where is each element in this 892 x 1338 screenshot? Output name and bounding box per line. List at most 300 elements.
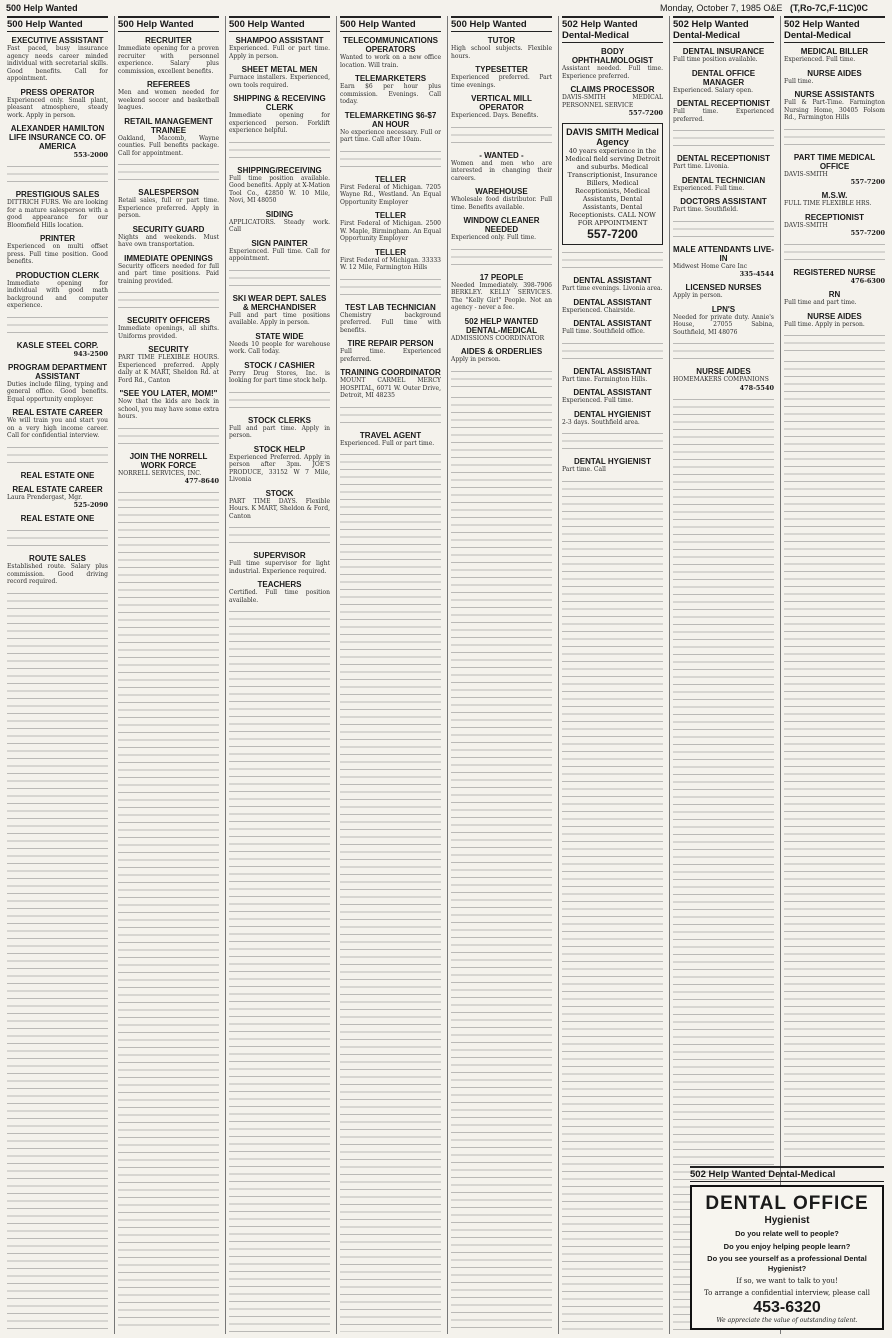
ad-body: Certified. Full time position available. <box>229 589 330 604</box>
classified-ad <box>7 363 108 404</box>
classified-ad <box>7 234 108 266</box>
ad-heading: WINDOW CLEANER NEEDED <box>463 216 540 234</box>
classified-ad <box>784 90 885 122</box>
ad-heading: DENTAL ASSISTANT <box>573 297 652 307</box>
ad-phone: 557-7200 <box>850 178 885 186</box>
dental-section-header: 502 Help Wanted Dental-Medical <box>690 1166 884 1184</box>
fine-print <box>7 445 108 467</box>
ad-heading: TELLER <box>374 174 407 184</box>
masthead-code: (T,Ro-7C,F-11C)0C <box>790 3 869 13</box>
ad-heading: DENTAL OFFICE MANAGER <box>691 68 756 87</box>
classified-ad <box>7 485 108 510</box>
ad-body: Experienced only. Full time. <box>451 234 537 241</box>
classified-ad <box>451 65 552 89</box>
classified-ad <box>340 36 441 69</box>
dental-office-question-3: Do you see yourself as a professional Dental Hygienist? <box>707 1254 867 1273</box>
ad-body: Full time. Experienced preferred. <box>340 348 441 363</box>
ad-phone: 557-7200 <box>628 109 663 117</box>
ad-body: Duties include filing, typing and general office. Good benefits. Equal opportunity employer. <box>7 380 108 403</box>
ad-body: Immediate opening for a proven recruiter with personnel experience. Salary plus commission, excellent benefits. <box>118 45 219 75</box>
ad-heading: PRINTER <box>39 234 76 243</box>
fine-print <box>229 609 330 1332</box>
classified-ad <box>562 367 663 384</box>
fine-print <box>562 431 663 453</box>
classified-ad <box>451 94 552 120</box>
ad-heading: RECRUITER <box>145 36 192 45</box>
ad-heading: TUTOR <box>487 36 516 45</box>
dental-office-arrange: To arrange a confidential interview, please call <box>703 1289 871 1297</box>
ad-body: Apply in person. <box>673 292 723 299</box>
fine-print <box>340 277 441 299</box>
ad-body: DAVIS-SMITH <box>784 221 828 229</box>
classified-ad <box>562 85 663 117</box>
fine-print <box>118 426 219 448</box>
fine-print <box>340 452 441 1332</box>
ad-heading: NURSE AIDES <box>807 68 862 78</box>
ad-body: Wholesale food distributor. Full time. Benefits available. <box>451 196 552 211</box>
classified-ad <box>229 210 330 234</box>
ad-heading: M.S.W. <box>821 191 848 200</box>
fine-print <box>451 247 552 269</box>
classified-ad <box>229 239 330 263</box>
ad-body: Experienced only. Small plant, pleasant atmosphere, steady work. Apply in person. <box>7 96 108 119</box>
classified-ad <box>340 303 441 335</box>
ad-heading: MEDICAL BILLER <box>800 47 869 56</box>
ad-heading: AIDES & ORDERLIES <box>460 347 543 356</box>
fine-print <box>340 149 441 171</box>
ad-heading: 502 HELP WANTED DENTAL-MEDICAL <box>464 316 539 335</box>
classified-ad <box>7 190 108 229</box>
classified-ad <box>673 99 774 123</box>
section-header: 500 Help Wanted <box>340 16 441 32</box>
ad-body: Full time position available. Good benefits. Apply at X-Mation Tool Co., 42850 W. 10 Mile, Novi, MI 48050 <box>229 174 330 204</box>
ad-heading: DOCTORS ASSISTANT <box>680 197 767 206</box>
classified-ad <box>118 254 219 286</box>
ad-body: PART TIME FLEXIBLE HOURS. Experienced preferred. Apply daily at K MART, Sheldon Rd. at Ford Rd., Canton <box>118 354 219 384</box>
ad-heading: PROGRAM DEPARTMENT ASSISTANT <box>8 362 107 381</box>
ad-body: Experienced. Full time. <box>673 184 745 192</box>
classified-ad <box>118 316 219 340</box>
classified-ad <box>673 176 774 193</box>
ad-heading: SALESPERSON <box>138 188 199 197</box>
classified-ad <box>340 368 441 400</box>
ad-heading: BODY OPHTHALMOLOGIST <box>571 47 654 65</box>
fine-print <box>562 479 663 1333</box>
classified-ad <box>562 298 663 315</box>
ad-heading: LPN'S <box>711 304 736 314</box>
fine-print <box>118 290 219 312</box>
ad-heading: STOCK CLERKS <box>248 415 311 425</box>
ad-body: Perry Drug Stores, Inc. is looking for part time stock help. <box>229 369 330 384</box>
classified-ad <box>673 197 774 214</box>
ad-heading: RN <box>828 290 841 299</box>
ad-body: First Federal of Michigan. 7205 Wayne Rd., Westland. An Equal Opportunity Employer <box>340 183 441 206</box>
ad-body: Immediate opening for individual with good math background and computer experience. <box>7 279 108 309</box>
classified-ad <box>229 551 330 575</box>
ad-heading: NURSE AIDES <box>807 311 862 321</box>
ad-heading: ROUTE SALES <box>29 554 86 563</box>
ad-phone: 553-2000 <box>73 151 108 159</box>
classified-ad <box>229 94 330 135</box>
ad-body: Full time and part time. <box>784 299 857 306</box>
classified-ad <box>562 457 663 474</box>
ad-heading: KASLE STEEL CORP. <box>16 340 99 350</box>
fine-print <box>118 490 219 1332</box>
ad-heading: WAREHOUSE <box>475 187 528 196</box>
section-header: 502 Help Wanted Dental-Medical <box>673 16 774 43</box>
ad-heading: REFEREES <box>146 80 191 89</box>
ad-body: Experienced Preferred. Apply in person after 3pm. JOE'S PRODUCE, 33152 W 7 Mile, Livonia <box>229 453 330 483</box>
ad-phone: 525-2090 <box>73 501 108 509</box>
ad-heading: NURSE ASSISTANTS <box>794 90 875 99</box>
ad-body: Experienced. Chairside. <box>562 306 636 314</box>
dental-office-phone: 453-6320 <box>753 1299 821 1316</box>
ad-body: ADMISSIONS COORDINATOR <box>451 334 545 342</box>
ad-phone: 477-8640 <box>184 477 219 485</box>
classified-ad <box>340 111 441 144</box>
ad-heading: DENTAL HYGIENIST <box>573 457 652 466</box>
ad-body: Immediate opening for experienced person. Forklift experience helpful. <box>229 112 330 134</box>
ad-body: Full time supervisor for light industrial. Experience required. <box>229 560 330 575</box>
ad-heading: STOCK / CASHIER <box>244 360 315 370</box>
fine-print <box>784 242 885 264</box>
section-header: 500 Help Wanted <box>7 16 108 32</box>
ad-heading: TEACHERS <box>257 580 302 589</box>
classified-column <box>225 16 333 1334</box>
fine-print <box>7 528 108 550</box>
ad-body: We will train you and start you on a very high income career. Call for confidential interview. <box>7 417 108 439</box>
classified-ad <box>673 245 774 279</box>
classified-ad <box>118 80 219 112</box>
classified-ad <box>118 345 219 384</box>
classified-ad <box>7 408 108 440</box>
classified-ad <box>451 347 552 364</box>
classified-ad <box>340 74 441 106</box>
ad-body: Part time. Southfield. <box>673 206 738 213</box>
dental-office-subtitle: Hygienist <box>764 1215 810 1226</box>
ad-heading: TEST LAB TECHNICIAN <box>345 302 436 312</box>
fine-print <box>229 268 330 290</box>
dental-office-footer: We appreciate the value of outstanding talent. <box>716 1317 858 1324</box>
dental-office-invite: If so, we want to talk to you! <box>736 1277 838 1285</box>
classifieds-page <box>4 16 888 1334</box>
ad-body: Needs 10 people for warehouse work. Call today. <box>229 340 330 355</box>
ad-body: Needed for private duty. Annie's House, 27055 Sabina, Southfield, MI 48076 <box>673 313 774 336</box>
classified-ad <box>784 191 885 208</box>
fine-print <box>562 341 663 363</box>
classified-ad <box>118 389 219 421</box>
classified-ad <box>229 580 330 604</box>
classified-ad <box>229 65 330 89</box>
ad-body: Full time position available. <box>673 56 758 63</box>
classified-ad <box>118 225 219 249</box>
classified-ad <box>340 339 441 363</box>
ad-body: HOMEMAKERS COMPANIONS <box>673 376 769 383</box>
dental-office-question-1: Do you relate well to people? <box>735 1229 839 1238</box>
classified-ad <box>451 151 552 183</box>
ad-heading: RETAIL MANAGEMENT TRAINEE <box>124 116 213 135</box>
ad-heading: REAL ESTATE ONE <box>20 514 95 523</box>
classified-ad <box>229 294 330 327</box>
ad-heading: EXECUTIVE ASSISTANT <box>11 36 104 45</box>
ad-heading: PRESS OPERATOR <box>20 87 95 97</box>
section-header: 502 Help Wanted Dental-Medical <box>784 16 885 43</box>
classified-ad <box>7 88 108 120</box>
ad-body: DAVIS-SMITH <box>784 170 828 178</box>
classified-ad <box>7 271 108 310</box>
ad-heading: DENTAL ASSISTANT <box>573 388 652 397</box>
fine-print <box>340 405 441 427</box>
ad-heading: DENTAL RECEPTIONIST <box>676 99 771 108</box>
fine-print <box>451 125 552 147</box>
classified-ad <box>229 445 330 484</box>
classified-column <box>669 16 777 1334</box>
ad-heading: DENTAL RECEPTIONIST <box>676 154 771 163</box>
ad-heading: TELEMARKETING $6-$7 AN HOUR <box>344 110 437 129</box>
ad-body: Security officers needed for full and part time positions. Paid training provided. <box>118 262 219 285</box>
ad-body: Wanted to work on a new office location. Will train. <box>340 54 441 69</box>
ad-heading: NURSE AIDES <box>696 367 751 376</box>
ad-body: First Federal of Michigan. 33333 W. 12 Mile, Farmington Hills <box>340 256 441 271</box>
classified-ad <box>562 410 663 427</box>
fine-print <box>784 333 885 355</box>
ad-heading: PART TIME MEDICAL OFFICE <box>793 152 876 171</box>
ad-phone: 943-2500 <box>73 349 108 358</box>
ad-heading: TELECOMMUNICATIONS OPERATORS <box>343 36 438 54</box>
ad-body: Fast paced, busy insurance agency needs career minded individual with secretarial skills. Good benefits. Call for appointment. <box>7 45 108 82</box>
classified-ad <box>562 276 663 293</box>
ad-heading: DAVIS SMITH Medical Agency <box>566 127 659 147</box>
ad-body: Part time evenings. Livonia area. <box>562 285 663 292</box>
ad-body: Now that the kids are back in school, you may have some extra hours. <box>118 398 219 420</box>
classified-ad <box>229 489 330 521</box>
ad-heading: RECEPTIONIST <box>804 212 865 222</box>
ad-body: No experience necessary. Full or part time. Call after 10am. <box>340 128 441 143</box>
classified-column <box>4 16 111 1334</box>
classified-column <box>780 16 888 1334</box>
classified-ad <box>784 47 885 64</box>
classified-ad <box>673 305 774 337</box>
ad-phone: 476-6300 <box>850 277 885 285</box>
section-header: 500 Help Wanted <box>229 16 330 32</box>
ad-body: NORRELL SERVICES, INC. <box>118 469 202 477</box>
ad-heading: SHIPPING & RECEIVING CLERK <box>233 94 326 112</box>
ad-body: DAVIS-SMITH MEDICAL PERSONNEL SERVICE <box>562 94 663 109</box>
fine-print <box>118 162 219 184</box>
classified-ad <box>229 416 330 440</box>
ad-heading: TIRE REPAIR PERSON <box>347 339 434 348</box>
ad-body: Midwest Home Care Inc <box>673 262 748 270</box>
ad-heading: TRAVEL AGENT <box>359 430 422 440</box>
ad-phone: 557-7200 <box>850 229 885 237</box>
classified-ad <box>451 187 552 211</box>
ad-body: High school subjects. Flexible hours. <box>451 45 552 60</box>
ad-heading: SECURITY <box>148 345 189 354</box>
fine-print <box>673 219 774 241</box>
ad-body: Experienced. Full or part time. <box>340 439 435 447</box>
classified-ad <box>340 211 441 243</box>
dental-office-title: DENTAL OFFICE <box>705 1193 869 1214</box>
ad-body: Laura Prendergast, Mgr. <box>7 493 83 501</box>
ad-heading: SIGN PAINTER <box>251 238 308 248</box>
ad-heading: "SEE YOU LATER, MOM!" <box>119 389 218 398</box>
classified-ad <box>7 124 108 159</box>
fine-print <box>451 395 552 1333</box>
ad-heading: TELLER <box>374 211 407 220</box>
fine-print <box>562 250 663 272</box>
fine-print <box>7 315 108 337</box>
ad-body: Experienced on multi offset press. Full time position. Good benefits. <box>7 243 108 265</box>
ad-body: APPLICATORS. Steady work. Call <box>229 218 330 233</box>
ad-heading: SHEET METAL MEN <box>241 65 318 74</box>
classified-ad <box>784 213 885 238</box>
classified-column <box>114 16 222 1334</box>
ad-phone: 335-4544 <box>739 270 774 278</box>
ad-heading: SHAMPOO ASSISTANT <box>235 36 324 45</box>
ad-heading: STOCK <box>265 488 294 498</box>
ad-phone: 557-7200 <box>587 227 638 241</box>
ad-heading: TYPESETTER <box>475 65 528 74</box>
ad-body: Furnace installers. Experienced, own tools required. <box>229 74 330 89</box>
classified-column <box>336 16 444 1334</box>
classified-ad <box>784 268 885 285</box>
ad-heading: JOIN THE NORRELL WORK FORCE <box>129 451 208 470</box>
dental-office-ad <box>690 1185 884 1330</box>
ad-body: First Federal of Michigan. 2500 W. Maple, Birmingham. An Equal Opportunity Employer <box>340 220 441 242</box>
ad-body: Established route. Salary plus commission. Good driving record required. <box>7 563 108 585</box>
classified-ad <box>229 332 330 356</box>
classified-ad <box>118 36 219 75</box>
ad-heading: DENTAL INSURANCE <box>682 47 765 56</box>
classified-ad <box>229 36 330 60</box>
classified-ad <box>451 273 552 312</box>
classified-ad <box>7 514 108 523</box>
ad-body: 40 years experience in the Medical field serving Detroit and suburbs. Medical Transcriptionist, Insurance Billers, Medical Receptionists, Medical Assistants, Dental Assistants, Dental Receptionists. CALL NOW FOR APPOINTMENT <box>565 147 660 227</box>
ad-heading: SUPERVISOR <box>253 551 306 560</box>
fine-print <box>229 140 330 162</box>
classified-ad <box>562 388 663 405</box>
ad-body: Experienced. Full time. <box>784 56 856 63</box>
ad-body: 2-3 days. Southfield area. <box>562 418 640 426</box>
dental-office-question-2: Do you enjoy helping people learn? <box>723 1241 851 1251</box>
ad-body: Immediate openings, all shifts. Uniforms provided. <box>118 325 219 340</box>
ad-heading: DENTAL HYGIENIST <box>573 409 652 419</box>
fine-print <box>7 164 108 186</box>
fine-print <box>229 390 330 412</box>
section-header: 502 Help Wanted Dental-Medical <box>562 16 663 43</box>
ad-heading: SHIPPING/RECEIVING <box>237 165 322 175</box>
ad-heading: SKI WEAR DEPT. SALES & MERCHANDISER <box>232 293 327 312</box>
classified-ad <box>673 283 774 300</box>
classified-ad <box>340 248 441 272</box>
ad-heading: DENTAL ASSISTANT <box>573 366 652 376</box>
classified-ad <box>7 36 108 83</box>
ad-body: Full time. Apply in person. <box>784 320 865 328</box>
ad-heading: DENTAL TECHNICIAN <box>681 175 766 185</box>
classified-ad <box>784 290 885 307</box>
fine-print <box>451 369 552 391</box>
classified-ad <box>7 341 108 358</box>
ad-body: Oakland, Macomb, Wayne counties. Full benefits package. Call for appointment. <box>118 134 219 157</box>
ad-body: Part time. Call <box>562 466 606 473</box>
ad-heading: STOCK HELP <box>253 444 306 454</box>
ad-body: FULL TIME FLEXIBLE HRS. <box>784 200 872 207</box>
fine-print <box>7 591 108 1333</box>
ad-body: Experienced. Salary open. <box>673 86 754 94</box>
ad-heading: TRAINING COORDINATOR <box>340 368 441 377</box>
ad-body: Experienced. Full time. Call for appointment. <box>229 247 330 262</box>
ad-body: Part time. Livonia. <box>673 163 730 170</box>
classified-ad <box>340 431 441 448</box>
classified-ad <box>562 123 663 245</box>
ad-body: DITTRICH FURS. We are looking for a mature salesperson with a good appearance for our Bloomfield Hills location. <box>7 199 108 229</box>
classified-ad <box>562 319 663 336</box>
ad-body: Full time. Experienced preferred. <box>673 108 774 123</box>
ad-body: Full time. <box>784 77 814 85</box>
classified-ad <box>673 69 774 95</box>
ad-heading: MALE ATTENDANTS LIVE-IN <box>673 244 774 263</box>
ad-body: Women and men who are interested in changing their careers. <box>451 159 552 182</box>
classified-ad <box>451 317 552 343</box>
ad-body: Full & Part-Time. Farmington Nursing Home, 30405 Folsom Rd., Farmington Hills <box>784 99 885 121</box>
ad-heading: REAL ESTATE CAREER <box>12 484 103 494</box>
classified-ad <box>673 154 774 171</box>
ad-heading: STATE WIDE <box>255 331 304 341</box>
classified-ad <box>673 47 774 64</box>
ad-heading: VERTICAL MILL OPERATOR <box>471 94 532 112</box>
ad-heading: ALEXANDER HAMILTON LIFE INSURANCE CO. OF AMERICA <box>9 124 106 151</box>
classified-ad <box>229 166 330 205</box>
section-header: 500 Help Wanted <box>118 16 219 32</box>
masthead-date: Monday, October 7, 1985 O&E <box>660 3 783 13</box>
fine-print <box>229 525 330 547</box>
ad-body: PART TIME DAYS. Flexible Hours. K MART, Sheldon & Ford, Canton <box>229 497 330 520</box>
classified-ad <box>7 554 108 586</box>
classified-ad <box>784 312 885 329</box>
classified-ad <box>118 188 219 220</box>
ad-body: Part time. Farmington Hills. <box>562 375 648 383</box>
classified-ad <box>784 153 885 187</box>
ad-heading: DENTAL ASSISTANT <box>573 319 652 328</box>
ad-heading: REAL ESTATE ONE <box>20 470 95 480</box>
ad-body: Experienced. Full or part time. Apply in person. <box>229 45 330 60</box>
ad-heading: DENTAL ASSISTANT <box>573 276 652 285</box>
ad-body: Full and part time positions available. Apply in person. <box>229 311 330 326</box>
ad-body: Chemistry background preferred. Full time with benefits. <box>340 311 441 334</box>
fine-print <box>673 128 774 150</box>
fine-print <box>784 359 885 1160</box>
ad-body: Experienced. Full time. <box>562 397 634 404</box>
classified-ad <box>784 69 885 86</box>
ad-heading: TELEMARKETERS <box>354 74 427 83</box>
classified-ad <box>451 36 552 60</box>
ad-body: Experienced. Days. Benefits. <box>451 112 539 119</box>
ad-heading: REGISTERED NURSE <box>793 268 876 277</box>
ad-body: Assistant needed. Full time. Experience preferred. <box>562 65 663 80</box>
ad-phone: 478-5540 <box>739 383 774 392</box>
ad-body: Experienced preferred. Part time evenings. <box>451 74 552 89</box>
ad-body: Full and part time. Apply in person. <box>229 424 330 439</box>
ad-heading: SECURITY GUARD <box>132 224 205 234</box>
classified-ad <box>451 216 552 242</box>
ad-body: Full time. Southfield office. <box>562 328 645 335</box>
classified-ad <box>562 47 663 80</box>
fine-print <box>673 341 774 363</box>
ad-heading: REAL ESTATE CAREER <box>12 408 103 417</box>
ad-heading: TELLER <box>374 247 407 257</box>
ad-heading: CLAIMS PROCESSOR <box>570 85 655 94</box>
ad-heading: LICENSED NURSES <box>685 283 762 292</box>
